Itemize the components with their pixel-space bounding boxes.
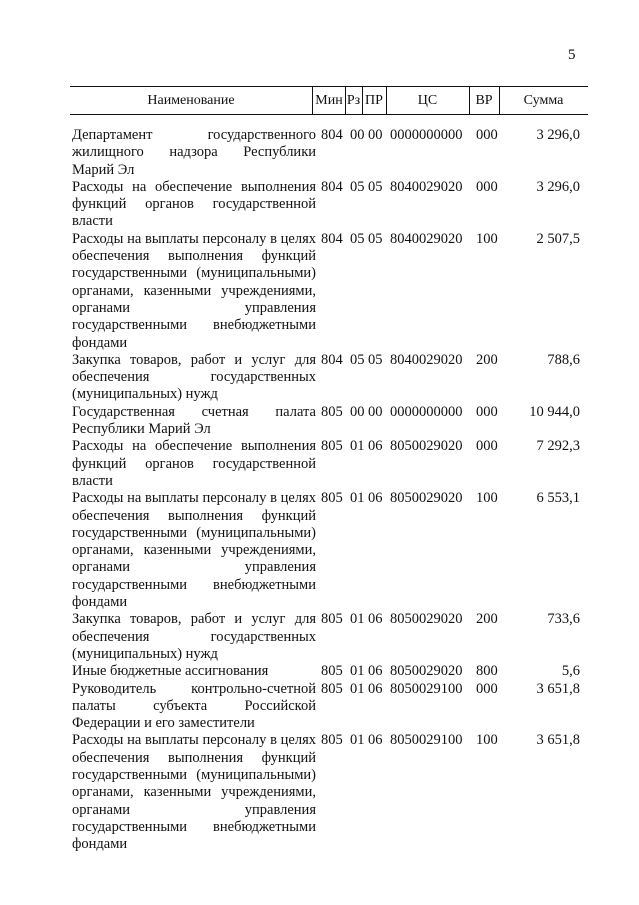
header-min: Мин <box>313 87 346 114</box>
header-vr: ВР <box>469 87 500 114</box>
cell-name: Департамент государственного жилищного надзора Республики Марий Эл <box>72 127 316 178</box>
cell-min: 805 <box>321 403 343 420</box>
cell-min: 805 <box>321 680 343 697</box>
cell-min: 804 <box>321 351 343 368</box>
cell-rz: 00 <box>350 403 365 420</box>
cell-cs: 8050029020 <box>390 663 463 680</box>
cell-rz: 01 <box>350 611 365 628</box>
cell-name: Закупка товаров, работ и услуг для обеспечения государственных (муниципальных) нужд <box>72 351 316 403</box>
cell-sum: 10 944,0 <box>529 403 580 420</box>
cell-rz: 00 <box>350 127 365 143</box>
header-rz: Рз <box>345 87 363 114</box>
cell-vr: 000 <box>476 127 498 143</box>
cell-vr: 200 <box>476 611 498 628</box>
cell-min: 805 <box>321 611 343 628</box>
cell-name: Руководитель контрольно-счетной палаты субъекта Российской Федерации и его заместители <box>72 680 316 732</box>
cell-vr: 800 <box>476 663 498 680</box>
cell-min: 804 <box>321 178 343 195</box>
cell-sum: 3 651,8 <box>536 680 580 697</box>
cell-pr: 05 <box>368 178 383 195</box>
cell-rz: 01 <box>350 732 365 749</box>
cell-cs: 8050029100 <box>390 732 463 749</box>
table-row <box>70 490 588 611</box>
table-row <box>70 681 588 733</box>
cell-name: Государственная счетная палата Республики Марий Эл <box>72 403 316 438</box>
cell-min: 805 <box>321 663 343 680</box>
cell-pr: 06 <box>368 732 383 749</box>
cell-pr: 06 <box>368 611 383 628</box>
cell-pr: 06 <box>368 680 383 697</box>
table-row <box>70 438 588 490</box>
cell-rz: 01 <box>350 663 365 680</box>
cell-cs: 8050029020 <box>390 611 463 628</box>
table-row <box>70 179 588 231</box>
cell-pr: 06 <box>368 490 383 507</box>
cell-rz: 05 <box>350 230 365 247</box>
cell-cs: 8040029020 <box>390 230 463 247</box>
cell-sum: 2 507,5 <box>536 230 580 247</box>
cell-rz: 05 <box>350 178 365 195</box>
cell-cs: 8040029020 <box>390 178 463 195</box>
cell-sum: 3 296,0 <box>536 127 580 143</box>
table-row <box>70 611 588 663</box>
cell-cs: 8050029020 <box>390 438 463 455</box>
cell-pr: 00 <box>368 127 383 143</box>
cell-sum: 733,6 <box>547 611 580 628</box>
cell-vr: 200 <box>476 351 498 368</box>
header-pr: ПР <box>362 87 387 114</box>
cell-vr: 000 <box>476 438 498 455</box>
cell-pr: 05 <box>368 351 383 368</box>
cell-name: Расходы на обеспечение выполнения функций органов государственной власти <box>72 178 316 230</box>
cell-rz: 01 <box>350 438 365 455</box>
cell-vr: 000 <box>476 403 498 420</box>
cell-vr: 000 <box>476 680 498 697</box>
cell-vr: 100 <box>476 732 498 749</box>
cell-cs: 0000000000 <box>390 127 463 143</box>
table-header <box>70 86 588 115</box>
cell-name: Расходы на обеспечение выполнения функций органов государственной власти <box>72 438 316 489</box>
table-body <box>70 127 588 853</box>
cell-min: 804 <box>321 230 343 247</box>
cell-cs: 8040029020 <box>390 351 463 368</box>
cell-vr: 100 <box>476 490 498 507</box>
cell-cs: 8050029100 <box>390 680 463 697</box>
cell-rz: 01 <box>350 680 365 697</box>
cell-name: Расходы на выплаты персоналу в целях обеспечения выполнения функций государственными (муниципальными) органами, казенными учреждениями, органами управления государственными внебюджетными фондами <box>72 732 316 853</box>
cell-min: 805 <box>321 438 343 455</box>
cell-min: 804 <box>321 127 343 143</box>
cell-pr: 05 <box>368 230 383 247</box>
cell-vr: 000 <box>476 178 498 195</box>
cell-rz: 05 <box>350 351 365 368</box>
table-row <box>70 352 588 404</box>
cell-sum: 7 292,3 <box>536 438 580 455</box>
page-number: 5 <box>568 47 576 63</box>
header-sum: Сумма <box>523 93 564 108</box>
table-row <box>70 732 588 853</box>
header-cs: ЦС <box>386 87 470 114</box>
cell-name: Закупка товаров, работ и услуг для обеспечения государственных (муниципальных) нужд <box>72 611 316 662</box>
cell-pr: 06 <box>368 663 383 680</box>
cell-name: Иные бюджетные ассигнования <box>72 663 269 680</box>
header-name: Наименование <box>70 87 313 114</box>
cell-cs: 0000000000 <box>390 403 463 420</box>
budget-table <box>70 86 588 853</box>
cell-sum: 3 651,8 <box>536 732 580 749</box>
cell-cs: 8050029020 <box>390 490 463 507</box>
cell-sum: 5,6 <box>561 663 580 680</box>
cell-sum: 3 296,0 <box>536 178 580 195</box>
cell-pr: 00 <box>368 403 383 420</box>
cell-min: 805 <box>321 490 343 507</box>
cell-vr: 100 <box>476 230 498 247</box>
table-row <box>70 231 588 352</box>
cell-sum: 788,6 <box>547 351 580 368</box>
table-row <box>70 663 588 680</box>
cell-pr: 06 <box>368 438 383 455</box>
table-row <box>70 127 588 179</box>
cell-sum: 6 553,1 <box>536 490 580 507</box>
cell-name: Расходы на выплаты персоналу в целях обеспечения выполнения функций государственными (муниципальными) органами, казенными учреждениями, органами управления государственными внебюджетными фондами <box>72 490 316 611</box>
cell-min: 805 <box>321 732 343 749</box>
table-row <box>70 404 588 439</box>
cell-name: Расходы на выплаты персоналу в целях обеспечения выполнения функций государственными (муниципальными) органами, казенными учреждениями, органами управления государственными внебюджетными фондами <box>72 230 316 351</box>
cell-rz: 01 <box>350 490 365 507</box>
